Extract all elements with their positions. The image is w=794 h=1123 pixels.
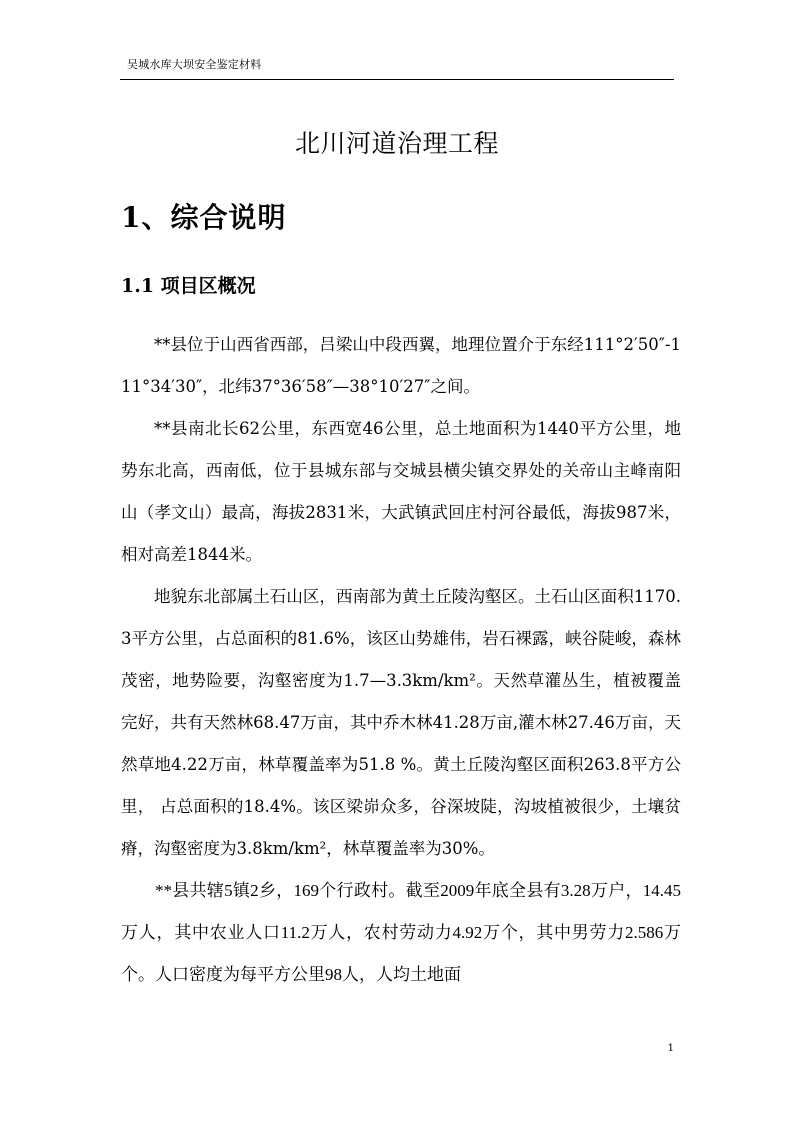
paragraph-location: **县位于山西省西部，吕梁山中段西翼，地理位置介于东经111°2′50″-111°34′30″，北纬37°36′58″—38°10′27″之间。 [121,335,681,396]
page-number: 1 [667,1043,674,1054]
document-title: 北川河道治理工程 [294,129,499,158]
paragraph-area-elevation: **县南北长62公里，东西宽46公里，总土地面积为1440平方公里，地势东北高，西南低，位于县城东部与交城县横尖镇交界处的关帝山主峰南阳山（孝文山）最高，海拔2831米，大武镇武回庄村河谷最低，海拔987米，相对高差1844米。 [121,419,681,564]
header-divider [120,79,674,80]
section-heading: 1、综合说明 [121,201,287,234]
subsection-heading: 1.1 项目区概况 [121,275,256,297]
body-text [121,324,681,996]
paragraph-population: **县共辖5镇2乡，169个行政村。截至2009年底全县有3.28万户，14.45万人，其中农业人口11.2万人，农村劳动力4.92万个，其中男劳力2.586万个。人口密度为每平方公里98人，人均土地面 [121,881,681,984]
page-header: 吴城水库大坝安全鉴定材料 [127,58,262,71]
paragraph-landform: 地貌东北部属土石山区，西南部为黄土丘陵沟壑区。土石山区面积1170.3平方公里，占总面积的81.6%，该区山势雄伟，岩石裸露，峡谷陡峻，森林茂密，地势险要，沟壑密度为1.7—3.3km/km²。天然草灌丛生，植被覆盖完好，共有天然林68.47万亩，其中乔木林41.28万亩,灌木林27.46万亩，天然草地4.22万亩，林草覆盖率为51.8 %。黄土丘陵沟壑区面积263.8平方公里， 占总面积的18.4%。该区梁峁众多，谷深坡陡，沟坡植被很少，土壤贫瘠，沟壑密度为3.8km/km²，林草覆盖率为30%。 [121,587,681,858]
